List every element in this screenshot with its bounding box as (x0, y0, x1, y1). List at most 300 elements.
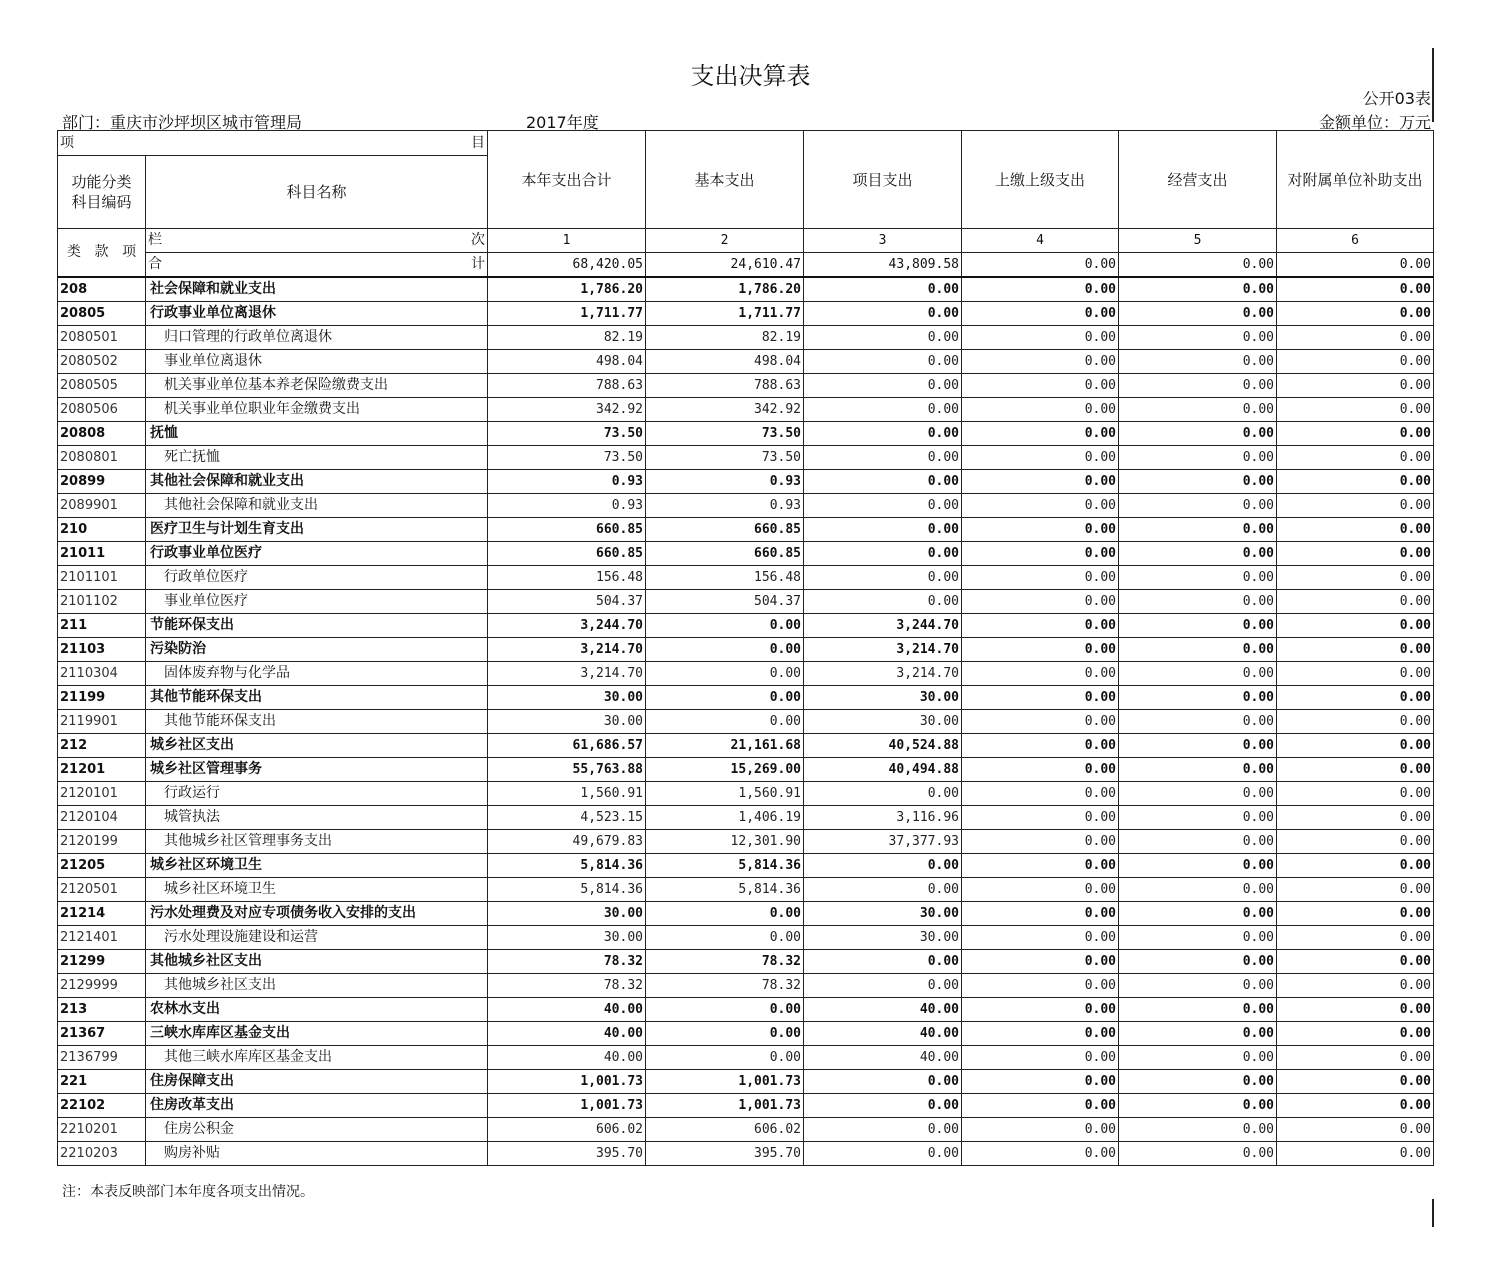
table-row (58, 350, 1434, 374)
amount-cell: 0.00 (1119, 302, 1277, 326)
subject-name: 其他节能环保支出 (146, 686, 488, 710)
amount-cell: 0.00 (1277, 518, 1434, 542)
amount-cell: 0.00 (962, 1118, 1119, 1142)
amount-cell: 0.00 (962, 686, 1119, 710)
amount-cell: 0.00 (962, 1070, 1119, 1094)
amount-cell: 660.85 (646, 542, 804, 566)
subject-code: 221 (58, 1070, 146, 1094)
amount-cell: 3,116.96 (804, 806, 962, 830)
table-row (58, 494, 1434, 518)
amount-cell: 0.00 (962, 926, 1119, 950)
subject-name: 行政事业单位离退休 (146, 302, 488, 326)
page-edge-line (1432, 48, 1434, 122)
amount-cell: 0.00 (1119, 1142, 1277, 1166)
amount-cell: 0.00 (1119, 422, 1277, 446)
subject-code: 2101101 (58, 566, 146, 590)
amount-cell: 0.00 (804, 470, 962, 494)
subject-code: 208 (58, 277, 146, 302)
subject-code: 211 (58, 614, 146, 638)
subject-code: 2210203 (58, 1142, 146, 1166)
amount-cell: 1,001.73 (646, 1094, 804, 1118)
amount-cell: 0.00 (1277, 710, 1434, 734)
fiscal-year: 2017年度 (526, 113, 599, 132)
amount-cell: 0.00 (962, 422, 1119, 446)
amount-cell: 0.00 (1277, 398, 1434, 422)
amount-cell: 0.00 (804, 1142, 962, 1166)
subject-name: 事业单位离退休 (146, 350, 488, 374)
table-row (58, 758, 1434, 782)
amount-cell: 0.00 (1277, 470, 1434, 494)
amount-cell: 1,001.73 (646, 1070, 804, 1094)
subject-name: 事业单位医疗 (146, 590, 488, 614)
amount-cell: 30.00 (804, 710, 962, 734)
amount-cell: 3,244.70 (804, 614, 962, 638)
total-value: 68,420.05 (488, 253, 646, 278)
amount-cell: 0.00 (804, 1118, 962, 1142)
lan-ci-cell (146, 229, 488, 253)
amount-cell: 0.00 (962, 950, 1119, 974)
subject-name: 其他社会保障和就业支出 (146, 494, 488, 518)
amount-cell: 73.50 (646, 422, 804, 446)
amount-cell: 21,161.68 (646, 734, 804, 758)
subject-name: 其他三峡水库库区基金支出 (146, 1046, 488, 1070)
amount-cell: 0.00 (1119, 926, 1277, 950)
amount-cell: 0.00 (646, 614, 804, 638)
amount-cell: 73.50 (488, 446, 646, 470)
subject-code: 2080801 (58, 446, 146, 470)
amount-cell: 0.00 (962, 854, 1119, 878)
subject-name: 行政单位医疗 (146, 566, 488, 590)
amount-cell: 73.50 (646, 446, 804, 470)
amount-cell: 0.00 (1119, 542, 1277, 566)
amount-cell: 0.00 (962, 830, 1119, 854)
amount-cell: 0.00 (1119, 277, 1277, 302)
amount-cell: 78.32 (488, 950, 646, 974)
amount-cell: 0.00 (962, 374, 1119, 398)
amount-cell: 0.00 (646, 998, 804, 1022)
amount-cell: 40.00 (488, 998, 646, 1022)
table-row (58, 998, 1434, 1022)
func-code-header: 功能分类 科目编码 (58, 156, 146, 229)
header-row-column-numbers (58, 229, 1434, 253)
amount-cell: 1,406.19 (646, 806, 804, 830)
amount-cell: 0.00 (962, 1142, 1119, 1166)
table-row (58, 974, 1434, 998)
amount-cell: 0.00 (646, 662, 804, 686)
amount-cell: 0.00 (646, 1046, 804, 1070)
subject-code: 20899 (58, 470, 146, 494)
col-header-remit: 上缴上级支出 (962, 131, 1119, 229)
subject-name: 农林水支出 (146, 998, 488, 1022)
amount-cell: 40,494.88 (804, 758, 962, 782)
amount-cell: 0.00 (1119, 470, 1277, 494)
amount-cell: 788.63 (646, 374, 804, 398)
amount-cell: 78.32 (488, 974, 646, 998)
amount-cell: 30.00 (804, 902, 962, 926)
subject-name: 城管执法 (146, 806, 488, 830)
amount-cell: 0.00 (1277, 758, 1434, 782)
table-row (58, 830, 1434, 854)
department-label: 部门：重庆市沙坪坝区城市管理局 (62, 113, 303, 132)
amount-cell: 0.00 (804, 398, 962, 422)
table-row (58, 302, 1434, 326)
amount-cell: 0.93 (488, 470, 646, 494)
table-row (58, 614, 1434, 638)
amount-cell: 660.85 (646, 518, 804, 542)
amount-cell: 0.00 (1277, 734, 1434, 758)
subject-name: 住房改革支出 (146, 1094, 488, 1118)
amount-cell: 0.00 (962, 1022, 1119, 1046)
amount-cell: 0.00 (1277, 374, 1434, 398)
amount-cell: 0.00 (1119, 350, 1277, 374)
subject-code: 20805 (58, 302, 146, 326)
amount-cell: 0.00 (962, 326, 1119, 350)
amount-cell: 61,686.57 (488, 734, 646, 758)
amount-cell: 0.00 (1119, 566, 1277, 590)
amount-cell: 0.00 (962, 902, 1119, 926)
amount-cell: 30.00 (488, 902, 646, 926)
amount-cell: 395.70 (488, 1142, 646, 1166)
amount-cell: 0.00 (1277, 422, 1434, 446)
col-number: 6 (1277, 229, 1434, 253)
subject-code: 2089901 (58, 494, 146, 518)
subject-name: 城乡社区环境卫生 (146, 854, 488, 878)
amount-cell: 0.00 (1277, 806, 1434, 830)
total-value: 43,809.58 (804, 253, 962, 278)
amount-cell: 0.00 (804, 350, 962, 374)
amount-cell: 0.00 (1119, 326, 1277, 350)
amount-cell: 0.00 (1119, 374, 1277, 398)
amount-cell: 498.04 (646, 350, 804, 374)
table-row (58, 806, 1434, 830)
amount-cell: 0.00 (1119, 830, 1277, 854)
amount-cell: 0.00 (1277, 302, 1434, 326)
amount-cell: 0.00 (804, 302, 962, 326)
amount-cell: 1,001.73 (488, 1094, 646, 1118)
subject-code: 20808 (58, 422, 146, 446)
amount-cell: 0.00 (1119, 686, 1277, 710)
amount-cell: 0.00 (962, 998, 1119, 1022)
amount-cell: 0.00 (646, 638, 804, 662)
amount-cell: 606.02 (646, 1118, 804, 1142)
item-corner-cell (58, 131, 488, 156)
subject-name: 抚恤 (146, 422, 488, 446)
amount-cell: 78.32 (646, 974, 804, 998)
table-row (58, 422, 1434, 446)
amount-unit: 金额单位：万元 (1318, 113, 1431, 132)
subject-code: 21214 (58, 902, 146, 926)
amount-cell: 0.00 (962, 710, 1119, 734)
amount-cell: 0.00 (1277, 1094, 1434, 1118)
amount-cell: 0.00 (804, 590, 962, 614)
amount-cell: 30.00 (488, 926, 646, 950)
subject-name: 医疗卫生与计划生育支出 (146, 518, 488, 542)
amount-cell: 1,786.20 (488, 277, 646, 302)
amount-cell: 0.00 (1277, 926, 1434, 950)
subject-code: 213 (58, 998, 146, 1022)
subject-code: 2110304 (58, 662, 146, 686)
subject-code: 21201 (58, 758, 146, 782)
amount-cell: 0.00 (1277, 277, 1434, 302)
amount-cell: 3,244.70 (488, 614, 646, 638)
lan-label: 栏 (148, 232, 162, 248)
amount-cell: 0.00 (1119, 1022, 1277, 1046)
amount-cell: 1,560.91 (646, 782, 804, 806)
amount-cell: 0.00 (804, 1094, 962, 1118)
subject-code: 210 (58, 518, 146, 542)
subject-name: 三峡水库库区基金支出 (146, 1022, 488, 1046)
amount-cell: 0.00 (962, 494, 1119, 518)
amount-cell: 0.00 (1277, 566, 1434, 590)
subject-code: 2119901 (58, 710, 146, 734)
amount-cell: 0.00 (1277, 1118, 1434, 1142)
amount-cell: 0.00 (962, 614, 1119, 638)
subject-code: 2129999 (58, 974, 146, 998)
amount-cell: 0.00 (1119, 782, 1277, 806)
sub-kuan: 款 (94, 244, 109, 260)
total-value: 0.00 (1119, 253, 1277, 278)
amount-cell: 0.00 (962, 566, 1119, 590)
amount-cell: 0.00 (1119, 758, 1277, 782)
amount-cell: 0.00 (804, 446, 962, 470)
amount-cell: 0.00 (962, 878, 1119, 902)
amount-cell: 0.00 (962, 782, 1119, 806)
subject-name: 购房补贴 (146, 1142, 488, 1166)
amount-cell: 0.00 (1119, 494, 1277, 518)
amount-cell: 0.00 (1119, 518, 1277, 542)
amount-cell: 40,524.88 (804, 734, 962, 758)
amount-cell: 0.00 (1119, 950, 1277, 974)
page-edge-line (1432, 1199, 1434, 1227)
table-row (58, 686, 1434, 710)
amount-cell: 0.93 (646, 470, 804, 494)
amount-cell: 40.00 (804, 1022, 962, 1046)
amount-cell: 3,214.70 (804, 638, 962, 662)
amount-cell: 0.00 (1277, 1070, 1434, 1094)
table-row (58, 734, 1434, 758)
item-label-right: 目 (471, 135, 485, 151)
amount-cell: 0.00 (1119, 878, 1277, 902)
col-number: 5 (1119, 229, 1277, 253)
table-row (58, 470, 1434, 494)
amount-cell: 0.00 (804, 782, 962, 806)
amount-cell: 30.00 (488, 710, 646, 734)
total-row (58, 253, 1434, 278)
amount-cell: 0.00 (962, 446, 1119, 470)
amount-cell: 0.00 (1277, 782, 1434, 806)
subject-name: 污水处理设施建设和运营 (146, 926, 488, 950)
amount-cell: 0.00 (1119, 614, 1277, 638)
table-row (58, 926, 1434, 950)
subject-name: 城乡社区管理事务 (146, 758, 488, 782)
subject-code: 2080501 (58, 326, 146, 350)
total-value: 0.00 (962, 253, 1119, 278)
table-row (58, 1094, 1434, 1118)
subject-code: 21205 (58, 854, 146, 878)
amount-cell: 0.00 (804, 494, 962, 518)
subject-name: 其他城乡社区管理事务支出 (146, 830, 488, 854)
amount-cell: 0.00 (1119, 638, 1277, 662)
amount-cell: 0.00 (804, 974, 962, 998)
amount-cell: 0.00 (1119, 446, 1277, 470)
amount-cell: 0.00 (1119, 1118, 1277, 1142)
amount-cell: 0.00 (1119, 806, 1277, 830)
amount-cell: 3,214.70 (488, 662, 646, 686)
amount-cell: 1,560.91 (488, 782, 646, 806)
table-row (58, 518, 1434, 542)
total-label-left: 合 (148, 256, 162, 272)
table-row (58, 566, 1434, 590)
amount-cell: 0.00 (962, 1046, 1119, 1070)
amount-cell: 0.00 (1277, 686, 1434, 710)
amount-cell: 0.00 (646, 686, 804, 710)
table-row (58, 878, 1434, 902)
amount-cell: 395.70 (646, 1142, 804, 1166)
table-row (58, 277, 1434, 302)
amount-cell: 0.00 (962, 638, 1119, 662)
subject-code: 21199 (58, 686, 146, 710)
item-label: 项 (60, 135, 74, 151)
amount-cell: 40.00 (488, 1046, 646, 1070)
amount-cell: 504.37 (646, 590, 804, 614)
amount-cell: 0.00 (962, 590, 1119, 614)
amount-cell: 660.85 (488, 542, 646, 566)
total-value: 0.00 (1277, 253, 1434, 278)
amount-cell: 0.00 (1277, 830, 1434, 854)
col-header-subsidy: 对附属单位补助支出 (1277, 131, 1434, 229)
amount-cell: 0.00 (1277, 590, 1434, 614)
table-row (58, 710, 1434, 734)
amount-cell: 0.00 (804, 566, 962, 590)
subject-code: 22102 (58, 1094, 146, 1118)
amount-cell: 156.48 (488, 566, 646, 590)
table-row (58, 902, 1434, 926)
total-label-right: 计 (471, 256, 485, 272)
amount-cell: 0.00 (962, 806, 1119, 830)
table-row (58, 638, 1434, 662)
col-number: 2 (646, 229, 804, 253)
amount-cell: 0.00 (1119, 854, 1277, 878)
amount-cell: 15,269.00 (646, 758, 804, 782)
col-number: 1 (488, 229, 646, 253)
amount-cell: 0.93 (488, 494, 646, 518)
amount-cell: 0.93 (646, 494, 804, 518)
amount-cell: 0.00 (804, 422, 962, 446)
subject-code: 21299 (58, 950, 146, 974)
amount-cell: 0.00 (1277, 542, 1434, 566)
amount-cell: 0.00 (962, 470, 1119, 494)
subject-name: 节能环保支出 (146, 614, 488, 638)
amount-cell: 0.00 (1277, 326, 1434, 350)
subject-code: 2120104 (58, 806, 146, 830)
amount-cell: 0.00 (646, 710, 804, 734)
amount-cell: 0.00 (1277, 662, 1434, 686)
amount-cell: 0.00 (962, 518, 1119, 542)
amount-cell: 0.00 (1119, 710, 1277, 734)
amount-cell: 0.00 (962, 758, 1119, 782)
subject-name: 死亡抚恤 (146, 446, 488, 470)
amount-cell: 0.00 (962, 542, 1119, 566)
sub-lei: 类 (66, 244, 81, 260)
form-number: 公开03表 (1362, 89, 1431, 108)
table-row (58, 590, 1434, 614)
amount-cell: 1,711.77 (646, 302, 804, 326)
amount-cell: 0.00 (962, 350, 1119, 374)
table-row (58, 398, 1434, 422)
subject-name: 行政运行 (146, 782, 488, 806)
amount-cell: 40.00 (488, 1022, 646, 1046)
amount-cell: 156.48 (646, 566, 804, 590)
subject-name: 污水处理费及对应专项债务收入安排的支出 (146, 902, 488, 926)
subject-name: 归口管理的行政单位离退休 (146, 326, 488, 350)
amount-cell: 0.00 (1277, 854, 1434, 878)
amount-cell: 78.32 (646, 950, 804, 974)
amount-cell: 0.00 (804, 518, 962, 542)
subject-code: 2121401 (58, 926, 146, 950)
subject-name: 行政事业单位医疗 (146, 542, 488, 566)
amount-cell: 0.00 (1277, 902, 1434, 926)
col-number: 4 (962, 229, 1119, 253)
amount-cell: 0.00 (1119, 398, 1277, 422)
amount-cell: 0.00 (1277, 494, 1434, 518)
subject-code: 2120199 (58, 830, 146, 854)
amount-cell: 0.00 (804, 1070, 962, 1094)
amount-cell: 0.00 (962, 974, 1119, 998)
subject-code: 2120501 (58, 878, 146, 902)
amount-cell: 0.00 (1277, 1022, 1434, 1046)
amount-cell: 0.00 (1277, 878, 1434, 902)
amount-cell: 0.00 (1277, 614, 1434, 638)
table-row (58, 1142, 1434, 1166)
table-row (58, 1118, 1434, 1142)
amount-cell: 0.00 (804, 326, 962, 350)
sub-xiang: 项 (122, 244, 137, 260)
col-header-operating: 经营支出 (1119, 131, 1277, 229)
table-row (58, 1046, 1434, 1070)
total-label-cell (146, 253, 488, 278)
amount-cell: 0.00 (962, 662, 1119, 686)
subject-name: 污染防治 (146, 638, 488, 662)
subject-code: 21103 (58, 638, 146, 662)
subject-name-header: 科目名称 (146, 156, 488, 229)
subject-name: 其他社会保障和就业支出 (146, 470, 488, 494)
amount-cell: 0.00 (1119, 902, 1277, 926)
page-title: 支出决算表 (690, 62, 811, 90)
subject-name: 其他城乡社区支出 (146, 950, 488, 974)
amount-cell: 5,814.36 (488, 854, 646, 878)
amount-cell: 660.85 (488, 518, 646, 542)
amount-cell: 0.00 (962, 1094, 1119, 1118)
amount-cell: 0.00 (1277, 446, 1434, 470)
subject-code: 2080506 (58, 398, 146, 422)
amount-cell: 498.04 (488, 350, 646, 374)
amount-cell: 82.19 (488, 326, 646, 350)
amount-cell: 30.00 (488, 686, 646, 710)
subject-name: 其他城乡社区支出 (146, 974, 488, 998)
subject-name: 住房公积金 (146, 1118, 488, 1142)
amount-cell: 30.00 (804, 926, 962, 950)
table-row (58, 1070, 1434, 1094)
amount-cell: 0.00 (962, 734, 1119, 758)
subject-name: 其他节能环保支出 (146, 710, 488, 734)
category-sub-header (58, 229, 146, 278)
amount-cell: 1,786.20 (646, 277, 804, 302)
amount-cell: 55,763.88 (488, 758, 646, 782)
amount-cell: 5,814.36 (488, 878, 646, 902)
table-row (58, 854, 1434, 878)
subject-code: 2101102 (58, 590, 146, 614)
amount-cell: 0.00 (1277, 1142, 1434, 1166)
